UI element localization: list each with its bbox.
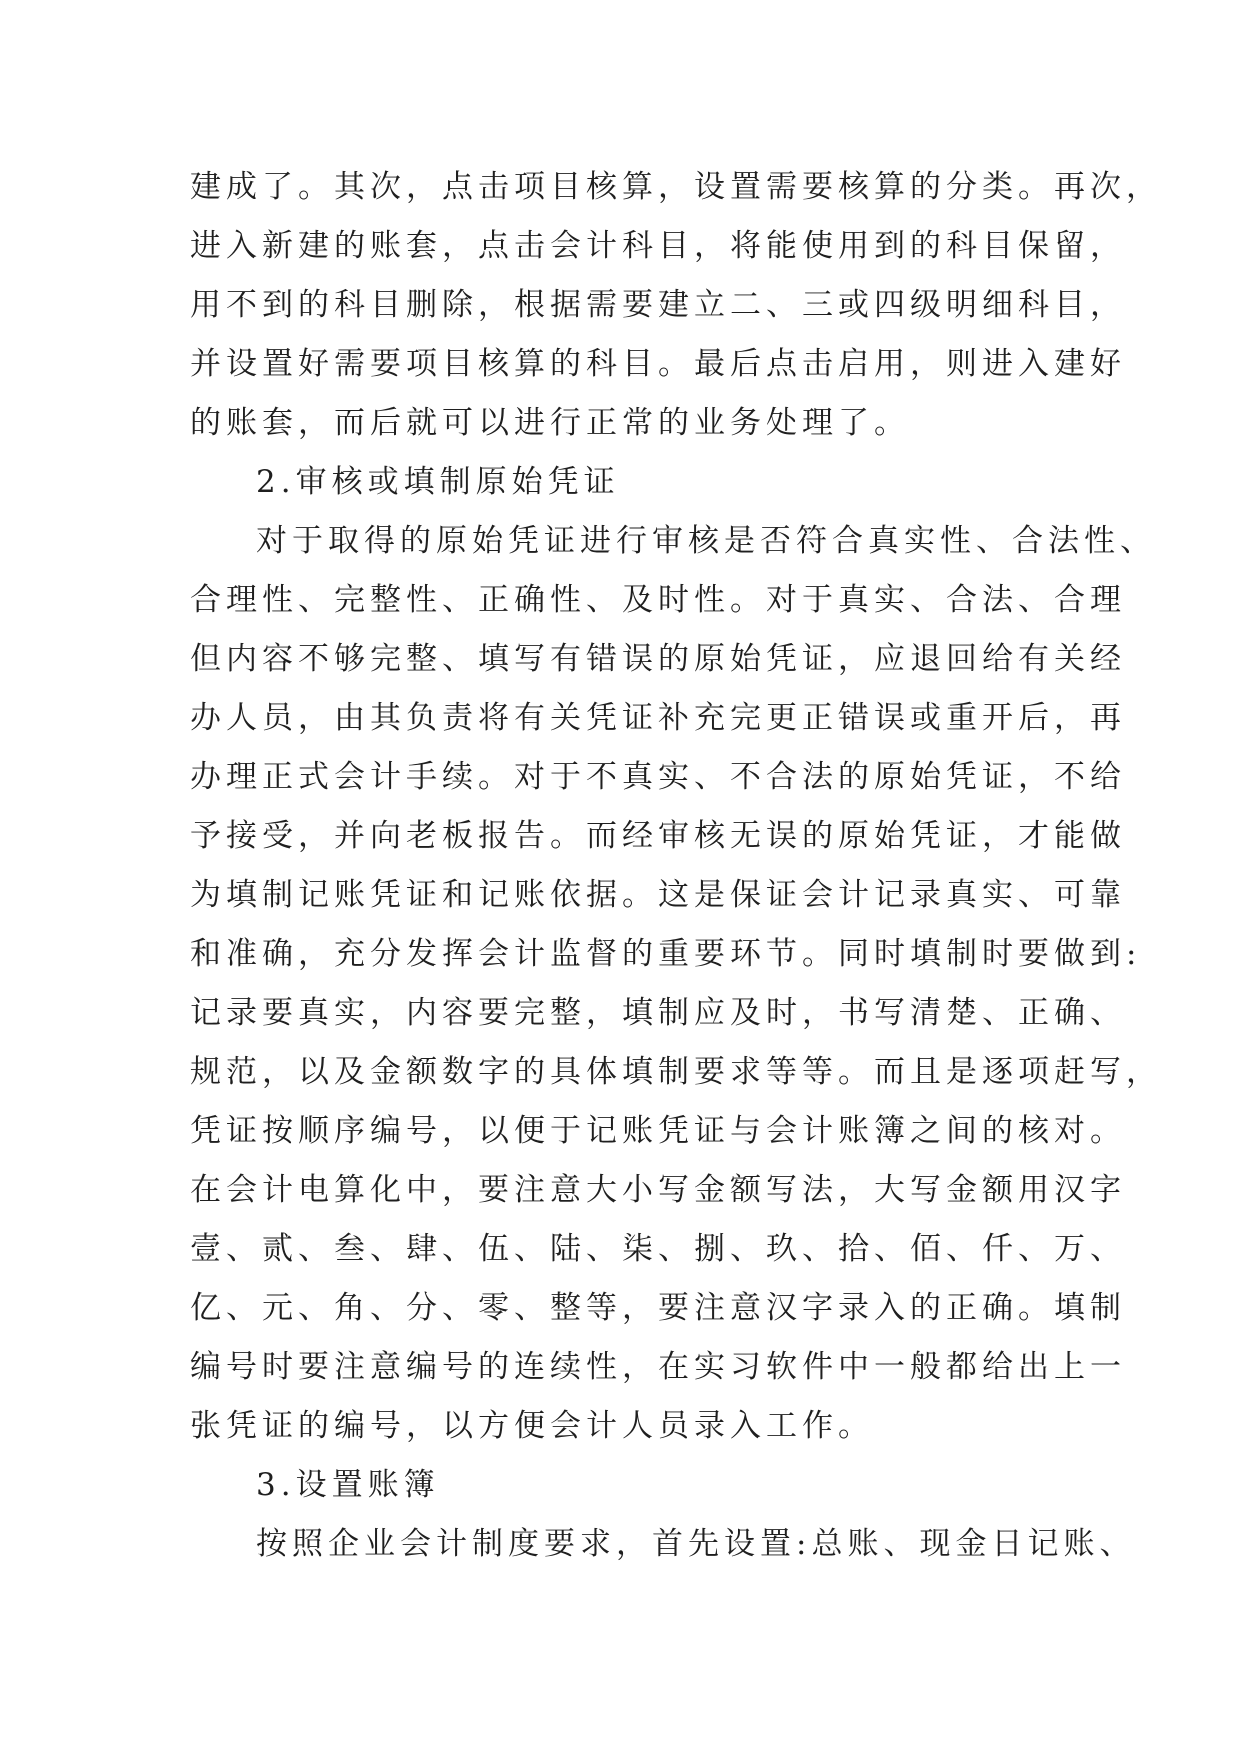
text-line: 张凭证的编号，以方便会计人员录入工作。 (190, 1408, 874, 1444)
text-line: 的账套，而后就可以进行正常的业务处理了。 (190, 405, 910, 441)
text-line: 但内容不够完整、填写有错误的原始凭证，应退回给有关经 (190, 641, 1126, 677)
text-line: 予接受，并向老板报告。而经审核无误的原始凭证，才能做 (190, 818, 1126, 854)
text-line: 对于取得的原始凭证进行审核是否符合真实性、合法性、 (256, 523, 1156, 559)
text-line: 合理性、完整性、正确性、及时性。对于真实、合法、合理 (190, 582, 1126, 618)
text-line: 规范，以及金额数字的具体填制要求等等。而且是逐项赶写， (190, 1054, 1162, 1090)
text-line: 办理正式会计手续。对于不真实、不合法的原始凭证，不给 (190, 759, 1126, 795)
text-line: 在会计电算化中，要注意大小写金额写法，大写金额用汉字 (190, 1172, 1126, 1208)
text-line: 凭证按顺序编号，以便于记账凭证与会计账簿之间的核对。 (190, 1113, 1126, 1149)
section-heading: 3.设置账簿 (256, 1467, 440, 1503)
text-line: 壹、贰、叁、肆、伍、陆、柒、捌、玖、拾、佰、仟、万、 (190, 1231, 1126, 1267)
text-line: 和准确，充分发挥会计监督的重要环节。同时填制时要做到: (190, 936, 1142, 972)
text-line: 办人员，由其负责将有关凭证补充完更正错误或重开后，再 (190, 700, 1126, 736)
text-line: 建成了。其次，点击项目核算，设置需要核算的分类。再次， (190, 169, 1162, 205)
text-line: 按照企业会计制度要求，首先设置:总账、现金日记账、 (256, 1526, 1136, 1562)
text-line: 并设置好需要项目核算的科目。最后点击启用，则进入建好 (190, 346, 1126, 382)
text-line: 编号时要注意编号的连续性，在实习软件中一般都给出上一 (190, 1349, 1126, 1385)
text-line: 用不到的科目删除，根据需要建立二、三或四级明细科目， (190, 287, 1126, 323)
text-line: 为填制记账凭证和记账依据。这是保证会计记录真实、可靠 (190, 877, 1126, 913)
text-line: 进入新建的账套，点击会计科目，将能使用到的科目保留， (190, 228, 1126, 264)
text-line: 亿、元、角、分、零、整等，要注意汉字录入的正确。填制 (190, 1290, 1126, 1326)
text-line: 记录要真实，内容要完整，填制应及时，书写清楚、正确、 (190, 995, 1126, 1031)
body-text (190, 158, 1162, 1574)
section-heading: 2.审核或填制原始凭证 (256, 464, 620, 500)
